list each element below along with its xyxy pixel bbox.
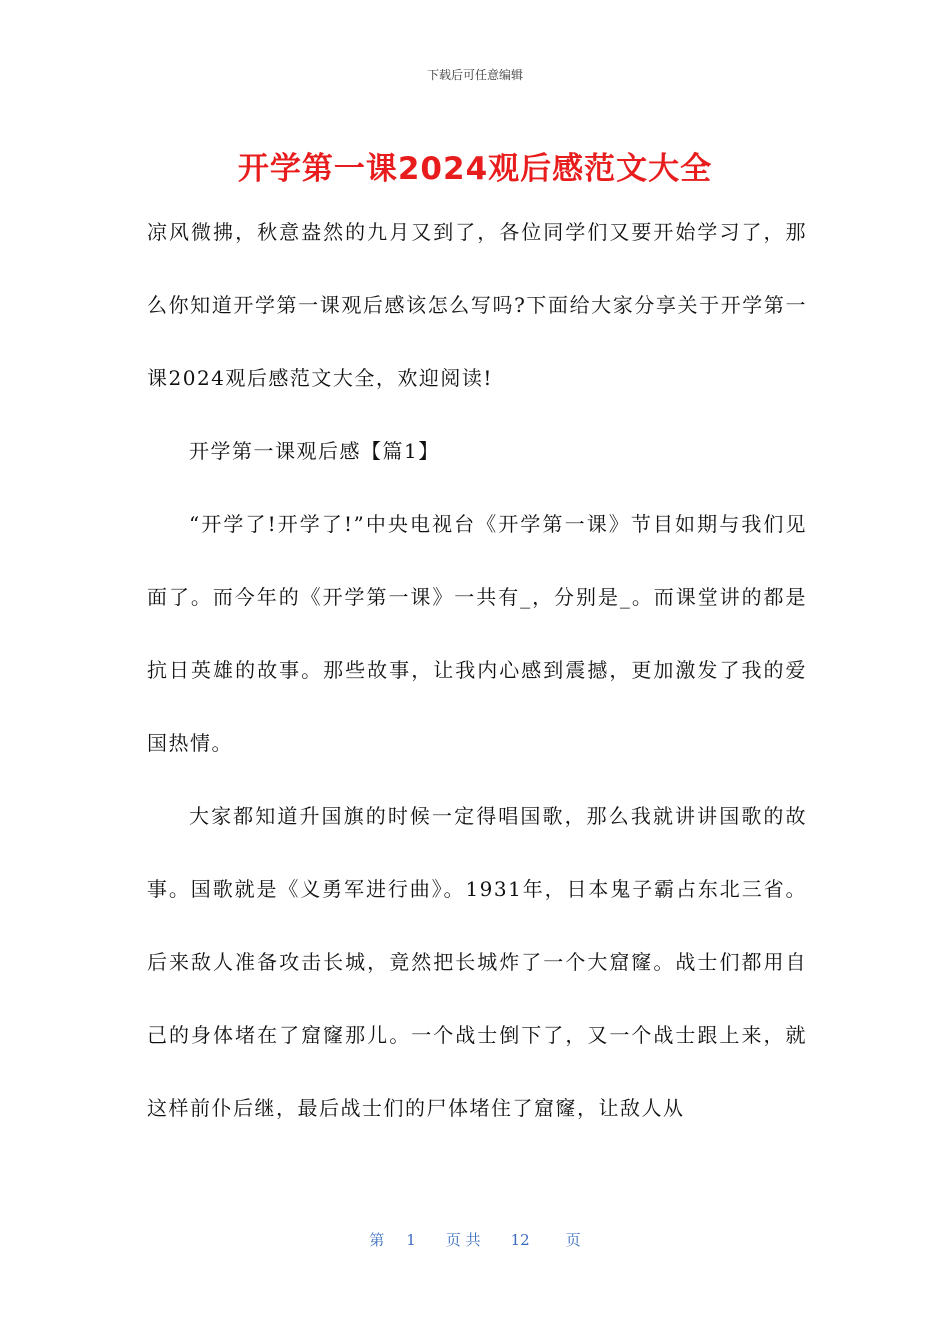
footer-middle: 页 共 bbox=[445, 1231, 481, 1249]
header-note: 下载后可任意编辑 bbox=[426, 68, 523, 82]
footer-prefix: 第 bbox=[369, 1231, 385, 1249]
paragraph-body-2: 大家都知道升国旗的时候一定得唱国歌，那么我就讲讲国歌的故事。国歌就是《义勇军进行曲》。1931年，日本鬼子霸占东北三省。后来敌人准备攻击长城，竟然把长城炸了一个大窟窿。战士们都用自己的身体堵在了窟窿那儿。一个战士倒下了，又一个战士跟上来，就这样前仆后继，最后战士们的尸体堵住了窟窿，让敌人从 bbox=[147, 804, 807, 1120]
footer-total-pages: 12 bbox=[510, 1231, 530, 1249]
footer-page-number: 1 bbox=[406, 1231, 416, 1249]
footer-suffix: 页 bbox=[565, 1231, 581, 1249]
paragraph-section-heading: 开学第一课观后感【篇1】 bbox=[189, 439, 440, 463]
document-body bbox=[147, 196, 807, 1145]
page-footer bbox=[0, 1229, 950, 1250]
document-title: 开学第一课2024观后感范文大全 bbox=[237, 151, 713, 187]
paragraph-intro: 凉风微拂，秋意盎然的九月又到了，各位同学们又要开始学习了，那么你知道开学第一课观后感该怎么写吗?下面给大家分享关于开学第一课2024观后感范文大全，欢迎阅读! bbox=[147, 220, 807, 390]
paragraph-body-1: “开学了!开学了!”中央电视台《开学第一课》节目如期与我们见面了。而今年的《开学第一课》一共有_，分别是_。而课堂讲的都是抗日英雄的故事。那些故事，让我内心感到震撼，更加激发了我的爱国热情。 bbox=[147, 512, 807, 755]
